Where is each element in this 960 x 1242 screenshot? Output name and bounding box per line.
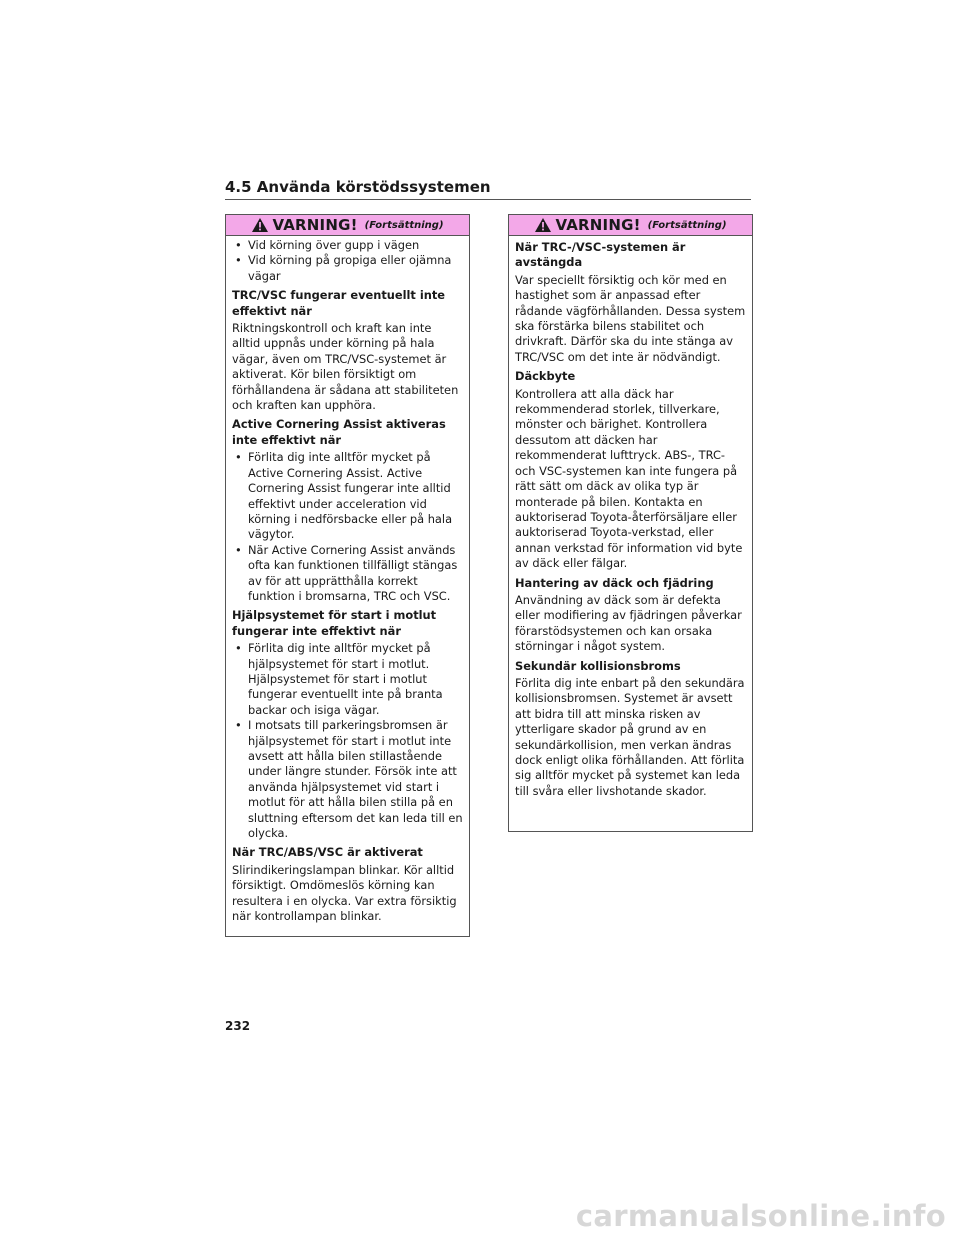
- warning-box-left: [225, 214, 470, 937]
- paragraph: Förlita dig inte enbart på den sekundära kollisionsbromsen. Systemet är avsett att bidra till att minska risken av ytterligare skador på grund av en sekundärkollision, men verkan ändras dock enligt olika förhållanden. Att förlita sig alltför mycket på systemet kan leda till svåra eller livshotande skador.: [515, 675, 745, 798]
- bullet-list: [232, 641, 463, 841]
- paragraph: Riktningskontroll och kraft kan inte alltid uppnås under körning på hala vägar, även om TRC/VSC-systemet är aktiverat. Kör bilen försiktigt om förhållandena är sådana att stabiliteten och kraften kan upphöra.: [232, 321, 459, 413]
- subheading: Active Cornering Assist aktiveras inte effektivt när: [232, 417, 446, 447]
- list-item: • Vid körning på gropiga eller ojämna vägar: [232, 253, 463, 284]
- watermark: carmanualsonline.info: [575, 1199, 946, 1233]
- subheading: Sekundär kollisionsbroms: [515, 658, 681, 673]
- paragraph: Slirindikeringslampan blinkar. Kör alltid försiktigt. Omdömeslös körning kan resultera i en olycka. Var extra försiktig när kontrollampan blinkar.: [232, 862, 457, 924]
- warning-subtitle: (Fortsättning): [364, 219, 444, 231]
- warning-title: VARNING!: [555, 216, 641, 234]
- section-header: 4.5 Använda körstödssystemen: [225, 177, 751, 200]
- paragraph: Användning av däck som är defekta eller modifiering av fjädringen påverkar förarstödsystemen och kan orsaka störningar i något system.: [515, 592, 742, 654]
- bullet-list: [232, 450, 463, 604]
- subheading: När TRC/ABS/VSC är aktiverat: [232, 845, 423, 860]
- subheading: Hantering av däck och fjädring: [515, 575, 714, 590]
- subheading: Däckbyte: [515, 369, 576, 384]
- subheading: TRC/VSC fungerar eventuellt inte effektivt när: [232, 288, 446, 318]
- warning-title: VARNING!: [272, 216, 358, 234]
- warning-header: [226, 215, 469, 236]
- warning-header: [509, 215, 752, 236]
- list-item: • Vid körning över gupp i vägen: [232, 238, 463, 253]
- list-item: • I motsats till parkeringsbromsen är hjälpsystemet för start i motlut inte avsett att hålla bilen stillastående under längre stunder. Försök inte att använda hjälpsystemet vid start i motlut för att hålla bilen stilla på en sluttning eftersom det kan leda till en olycka.: [232, 718, 463, 841]
- warning-triangle-icon: [251, 217, 269, 233]
- paragraph: Kontrollera att alla däck har rekommenderad storlek, tillverkare, mönster och bärighet. Kontrollera dessutom att däcken har rekommenderat lufttryck. ABS-, TRC- och VSC-systemen kan inte fungera på rätt sätt om däck av olika typ är monterade på bilen. Kontakta en auktoriserad Toyota-återförsäljare eller auktoriserad Toyota-verkstad, eller annan verkstad för information vid byte av däck eller fälgar.: [515, 386, 743, 571]
- warning-subtitle: (Fortsättning): [647, 219, 727, 231]
- list-item: • När Active Cornering Assist används ofta kan funktionen tillfälligt stängas av för att upprätthålla korrekt funktion i bromsarna, TRC och VSC.: [232, 543, 463, 605]
- page-number: 232: [225, 1019, 251, 1033]
- warning-body: [226, 236, 469, 924]
- subheading: När TRC-/VSC-systemen är avstängda: [515, 240, 686, 270]
- list-item: • Förlita dig inte alltför mycket på Active Cornering Assist. Active Cornering Assist fungerar inte alltid effektivt under acceleration vid körning i nedförsbacke eller på hala vägytor.: [232, 450, 463, 542]
- bullet-list: [232, 238, 463, 284]
- paragraph: Var speciellt försiktig och kör med en hastighet som är anpassad efter rådande vägförhållanden. Dessa system ska förstärka bilens stabilitet och drivkraft. Därför ska du inte stänga av TRC/VSC om det inte är nödvändigt.: [515, 272, 746, 364]
- subheading: Hjälpsystemet för start i motlut fungerar inte effektivt när: [232, 608, 437, 638]
- warning-box-right: [508, 214, 753, 832]
- list-item: • Förlita dig inte alltför mycket på hjälpsystemet för start i motlut. Hjälpsystemet för start i motlut fungerar eventuellt inte på branta backar och isiga vägar.: [232, 641, 463, 718]
- warning-body: [509, 236, 752, 799]
- warning-triangle-icon: [534, 217, 552, 233]
